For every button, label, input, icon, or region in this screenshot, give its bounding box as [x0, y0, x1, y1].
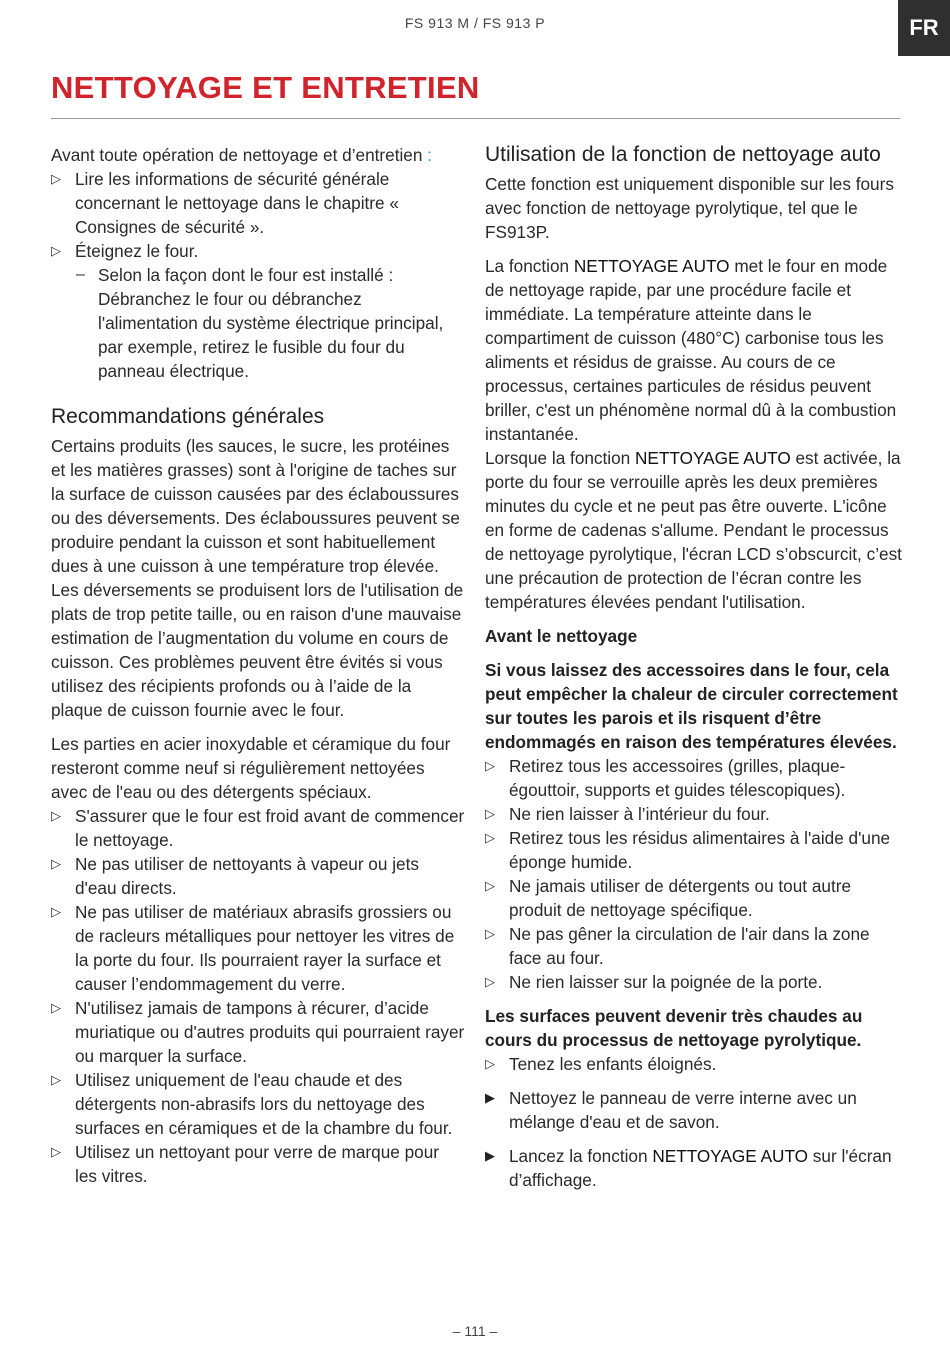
intro-colon: : — [422, 145, 432, 165]
list-item-text: Ne rien laisser à l’intérieur du four. — [509, 804, 770, 824]
page-number: – 111 – — [452, 1323, 498, 1339]
action-text: Nettoyez le panneau de verre interne avec un mélange d'eau et de savon. — [509, 1088, 857, 1132]
list-item — [485, 826, 903, 874]
list-item — [485, 874, 903, 922]
list-item — [485, 802, 903, 826]
preparation-list — [485, 754, 903, 994]
list-item-text: Retirez tous les accessoires (grilles, plaque-égouttoir, supports et guides télescopiques). — [509, 756, 846, 800]
list-item-text: Ne pas gêner la circulation de l'air dans la zone face au four. — [509, 924, 870, 968]
text-fragment: La fonction — [485, 256, 574, 276]
document-header: FS 913 M / FS 913 P — [404, 15, 546, 31]
list-item — [51, 996, 465, 1068]
intro-label: Avant toute opération de nettoyage et d’entretien — [51, 145, 423, 165]
triangle-bullet-icon: ▷ — [51, 904, 61, 919]
list-item-text: Utilisez uniquement de l'eau chaude et des détergents non-abrasifs lors du nettoyage des surfaces en céramiques et de la chambre du four. — [75, 1070, 453, 1138]
triangle-bullet-icon: ▷ — [485, 974, 495, 989]
list-item — [51, 167, 465, 239]
section-heading-auto-clean: Utilisation de la fonction de nettoyage auto — [485, 143, 881, 166]
page-title: NETTOYAGE ET ENTRETIEN — [51, 70, 480, 105]
list-item-text: Ne rien laisser sur la poignée de la porte. — [509, 972, 823, 992]
warning-accessories: Si vous laissez des accessoires dans le four, cela peut empêcher la chaleur de circuler correctement sur toutes les parois et ils risquent d’être endommagés en raison des températures élevées. — [485, 660, 898, 752]
title-divider — [51, 118, 900, 119]
recommendations-list — [51, 804, 465, 1188]
warning-list — [485, 1052, 903, 1076]
paragraph-door-lock — [485, 446, 903, 614]
list-item-text: S'assurer que le four est froid avant de commencer le nettoyage. — [75, 806, 465, 850]
keyword-nettoyage-auto: NETTOYAGE AUTO — [573, 256, 730, 276]
list-item — [51, 239, 465, 263]
list-item — [51, 852, 465, 900]
triangle-bullet-icon: ▷ — [485, 806, 495, 821]
triangle-bullet-icon: ▷ — [51, 1144, 61, 1159]
solid-triangle-icon: ▶ — [485, 1148, 495, 1163]
language-tab: FR — [898, 0, 950, 56]
list-item-text: Ne pas utiliser de nettoyants à vapeur ou jets d'eau directs. — [75, 854, 419, 898]
list-item-text: Ne pas utiliser de matériaux abrasifs grossiers ou de racleurs métalliques pour nettoyer les vitres de la porte du four. Ils pourraient rayer la surface et causer l’endommagement du verre. — [75, 902, 455, 994]
paragraph-stainless: Les parties en acier inoxydable et céramique du four resteront comme neuf si régulièrement nettoyées avec de l'eau ou des détergents spéciaux. — [51, 734, 451, 802]
left-column — [51, 143, 465, 1188]
triangle-bullet-icon: ▷ — [51, 243, 61, 258]
paragraph-stains: Certains produits (les sauces, le sucre, les protéines et les matières grasses) sont à l'origine de taches sur la surface de cuisson causées par des éclaboussures ou des déversements. Des éclaboussures peuvent se produire pendant la cuisson et sont habituellement dues à une cuisson à une température trop élevée. Les déversements se produisent lors de l'utilisation de plats de trop petite taille, ou en raison d'une mauvaise estimation de l’augmentation du volume en cours de cuisson. Ces problèmes peuvent être évités si vous utilisez des récipients profonds ou à l’aide de la plaque de cuisson fournie avec le four. — [51, 436, 464, 720]
list-item-text: Retirez tous les résidus alimentaires à l'aide d'une éponge humide. — [509, 828, 891, 872]
triangle-bullet-icon: ▷ — [51, 808, 61, 823]
text-fragment: Lancez la fonction — [509, 1146, 653, 1166]
triangle-bullet-icon: ▷ — [485, 878, 495, 893]
list-item-text: Tenez les enfants éloignés. — [509, 1054, 717, 1074]
list-item-text: Ne jamais utiliser de détergents ou tout autre produit de nettoyage spécifique. — [509, 876, 852, 920]
solid-triangle-icon: ▶ — [485, 1090, 495, 1105]
list-item-text: Selon la façon dont le four est installé : Débranchez le four ou débranchez l'alimentation du système électrique principal, par exemple, retirez le fusible du four du panneau électrique. — [98, 265, 444, 381]
triangle-bullet-icon: ▷ — [51, 1000, 61, 1015]
warning-hot-surfaces: Les surfaces peuvent devenir très chaudes au cours du processus de nettoyage pyrolytique. — [485, 1006, 863, 1050]
triangle-bullet-icon: ▷ — [485, 830, 495, 845]
dash-bullet-icon: – — [76, 266, 85, 283]
list-item-text: Lire les informations de sécurité générale concernant le nettoyage dans le chapitre « Consignes de sécurité ». — [75, 169, 399, 237]
sub-list-item — [51, 263, 465, 383]
keyword-nettoyage-auto: NETTOYAGE AUTO — [635, 448, 791, 468]
triangle-bullet-icon: ▷ — [485, 926, 495, 941]
subheading-before-cleaning: Avant le nettoyage — [485, 626, 638, 646]
list-item-text: N'utilisez jamais de tampons à récurer, d’acide muriatique ou d'autres produits qui pourraient rayer ou marquer la surface. — [75, 998, 465, 1066]
text-fragment: est activée, la porte du four se verrouille après les deux premières minutes du cycle et ne peut pas être ouverte. L'icône en forme de cadenas s'allume. Pendant le processus de nettoyage pyrolytique, l'écran LCD s’obscurcit, c’est une précaution de protection de l’écran contre les températures élevées pendant l'utilisation. — [485, 448, 902, 612]
list-item — [51, 1068, 465, 1140]
list-item — [485, 970, 903, 994]
triangle-bullet-icon: ▷ — [485, 1056, 495, 1071]
paragraph-availability: Cette fonction est uniquement disponible sur les fours avec fonction de nettoyage pyrolytique, tel que le FS913P. — [485, 174, 894, 242]
list-item — [51, 900, 465, 996]
triangle-bullet-icon: ▷ — [51, 856, 61, 871]
section-heading-general: Recommandations générales — [51, 405, 325, 428]
triangle-bullet-icon: ▷ — [51, 1072, 61, 1087]
intro-text — [51, 143, 465, 167]
triangle-bullet-icon: ▷ — [51, 171, 61, 186]
keyword-nettoyage-auto: NETTOYAGE AUTO — [652, 1146, 809, 1166]
list-item — [51, 1140, 465, 1188]
list-item — [485, 1052, 903, 1076]
right-column — [485, 143, 903, 1192]
action-step — [485, 1086, 903, 1134]
paragraph-auto-mode — [485, 254, 903, 446]
text-fragment: sur l'écran d’affichage. — [509, 1146, 892, 1190]
list-item — [51, 804, 465, 852]
text-fragment: met le four en mode de nettoyage rapide, par une procédure facile et immédiate. La température atteinte dans le compartiment de cuisson (480°C) carbonise tous les aliments et résidus de graisse. Au cours de ce processus, certaines particules de résidus peuvent briller, c'est un phénomène normal dû à la combustion instantanée. — [485, 256, 897, 444]
list-item — [485, 754, 903, 802]
list-item-text: Éteignez le four. — [75, 241, 199, 261]
list-item-text: Utilisez un nettoyant pour verre de marque pour les vitres. — [75, 1142, 440, 1186]
triangle-bullet-icon: ▷ — [485, 758, 495, 773]
list-item — [485, 922, 903, 970]
text-fragment: Lorsque la fonction — [485, 448, 636, 468]
action-step — [485, 1144, 903, 1192]
intro-list — [51, 167, 465, 383]
